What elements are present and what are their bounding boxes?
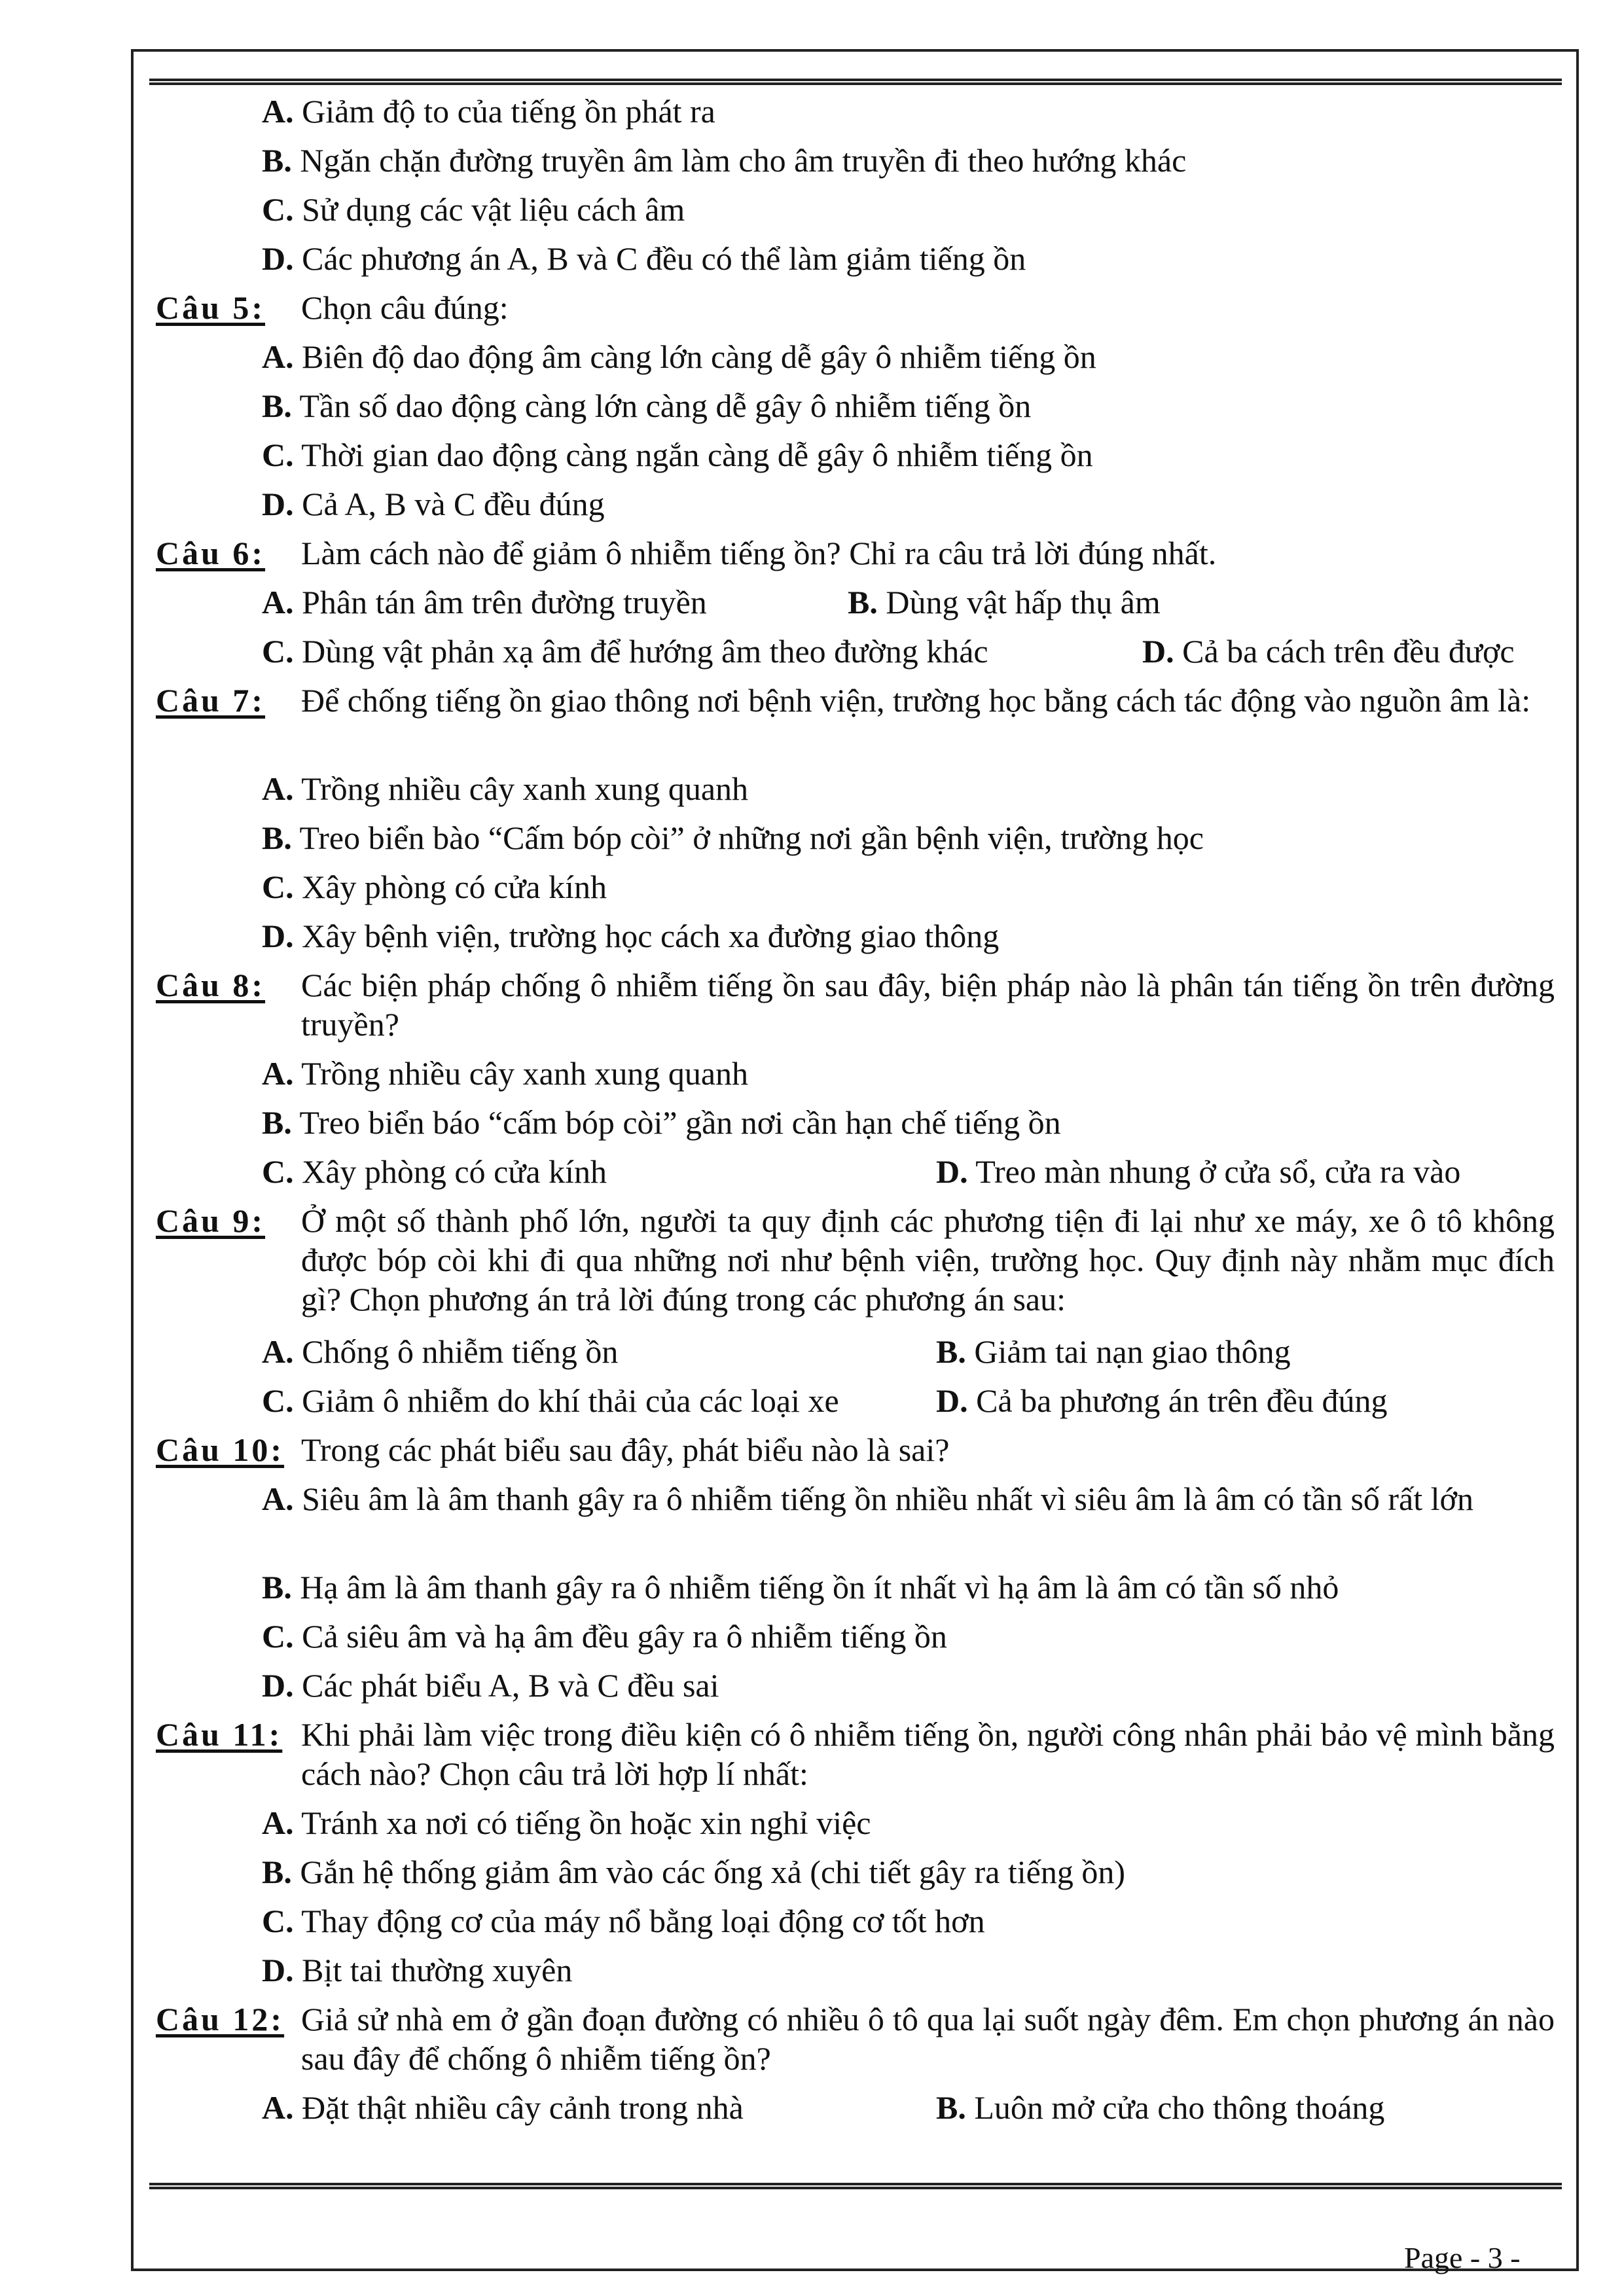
q7-option-d: D. Xây bệnh viện, trường học cách xa đường giao thông [262, 918, 1000, 954]
q4-option-a: A. Giảm độ to của tiếng ồn phát ra [262, 93, 715, 130]
q8-option-c: C. Xây phòng có cửa kính [262, 1153, 607, 1190]
q12-label: Câu 12: [156, 2001, 285, 2037]
q9-option-b: B. Giảm tai nạn giao thông [936, 1333, 1291, 1370]
q4-option-c: C. Sử dụng các vật liệu cách âm [262, 191, 685, 228]
q12-option-a: A. Đặt thật nhiều cây cảnh trong nhà [262, 2089, 744, 2126]
q11-option-d: D. Bịt tai thường xuyên [262, 1952, 573, 1988]
q9-text: Ở một số thành phố lớn, người ta quy định các phương tiện đi lại như xe máy, xe ô tô không được bóp còi khi đi qua những nơi như bệnh viện, trường học. Quy định này nhằm mục đích gì? Chọn phương án trả lời đúng trong các phương án sau: [301, 1202, 1555, 1318]
q6-option-b: B. Dùng vật hấp thụ âm [848, 584, 1161, 620]
q7-option-b: B. Treo biển bào “Cấm bóp còi” ở những nơi gần bệnh viện, trường học [262, 819, 1204, 856]
q9-label: Câu 9: [156, 1202, 266, 1239]
q10-option-b: B. Hạ âm là âm thanh gây ra ô nhiễm tiếng ồn ít nhất vì hạ âm là âm có tần số nhỏ [262, 1569, 1339, 1605]
q11-option-b: B. Gắn hệ thống giảm âm vào các ống xả (chi tiết gây ra tiếng ồn) [262, 1854, 1126, 1890]
q10-option-d: D. Các phát biểu A, B và C đều sai [262, 1667, 719, 1704]
q11-option-a: A. Tránh xa nơi có tiếng ồn hoặc xin nghỉ việc [262, 1804, 871, 1841]
q9-option-d: D. Cả ba phương án trên đều đúng [936, 1382, 1388, 1419]
q5-text: Chọn câu đúng: [301, 289, 509, 326]
q12-text: Giả sử nhà em ở gần đoạn đường có nhiều ô tô qua lại suốt ngày đêm. Em chọn phương án nào sau đây để chống ô nhiễm tiếng ồn? [301, 2001, 1555, 2077]
q6-option-a: A. Phân tán âm trên đường truyền [262, 584, 707, 620]
q8-option-b: B. Treo biển báo “cấm bóp còi” gần nơi cần hạn chế tiếng ồn [262, 1104, 1061, 1141]
q7-text: Để chống tiếng ồn giao thông nơi bệnh viện, trường học bằng cách tác động vào nguồn âm là: [301, 682, 1531, 719]
q5-option-b: B. Tần số dao động càng lớn càng dễ gây ô nhiễm tiếng ồn [262, 387, 1032, 424]
q10-text: Trong các phát biểu sau đây, phát biểu nào là sai? [301, 1431, 950, 1468]
q12-option-b: B. Luôn mở cửa cho thông thoáng [936, 2089, 1385, 2126]
q11-option-c: C. Thay động cơ của máy nổ bằng loại động cơ tốt hơn [262, 1903, 985, 1939]
q7-label: Câu 7: [156, 682, 266, 719]
q4-option-d: D. Các phương án A, B và C đều có thể làm giảm tiếng ồn [262, 240, 1026, 277]
q9-option-a: A. Chống ô nhiễm tiếng ồn [262, 1333, 619, 1370]
q7-option-c: C. Xây phòng có cửa kính [262, 869, 607, 905]
q10-option-a: A. Siêu âm là âm thanh gây ra ô nhiễm tiếng ồn nhiều nhất vì siêu âm là âm có tần số rất lớn [262, 1480, 1473, 1517]
q6-option-c: C. Dùng vật phản xạ âm để hướng âm theo đường khác [262, 633, 988, 670]
q6-option-d: D. Cả ba cách trên đều được [1142, 633, 1515, 670]
q11-label: Câu 11: [156, 1716, 283, 1753]
q8-label: Câu 8: [156, 967, 266, 1003]
q8-option-a: A. Trồng nhiều cây xanh xung quanh [262, 1055, 749, 1092]
q7-option-a: A. Trồng nhiều cây xanh xung quanh [262, 770, 749, 807]
q11-text: Khi phải làm việc trong điều kiện có ô nhiễm tiếng ồn, người công nhân phải bảo vệ mình bằng cách nào? Chọn câu trả lời hợp lí nhất: [301, 1716, 1555, 1792]
q4-option-b: B. Ngăn chặn đường truyền âm làm cho âm truyền đi theo hướng khác [262, 142, 1187, 179]
q10-option-c: C. Cả siêu âm và hạ âm đều gây ra ô nhiễm tiếng ồn [262, 1618, 947, 1655]
page-number: Page - 3 - [1404, 2241, 1521, 2274]
q8-option-d: D. Treo màn nhung ở cửa sổ, cửa ra vào [936, 1153, 1461, 1190]
q6-label: Câu 6: [156, 535, 266, 571]
footer-double-rule [149, 2183, 1562, 2189]
q5-label: Câu 5: [156, 289, 266, 326]
q10-label: Câu 10: [156, 1431, 285, 1468]
q6-text: Làm cách nào để giảm ô nhiễm tiếng ồn? Chỉ ra câu trả lời đúng nhất. [301, 535, 1217, 571]
q9-option-c: C. Giảm ô nhiễm do khí thải của các loại xe [262, 1382, 839, 1419]
q5-option-a: A. Biên độ dao động âm càng lớn càng dễ gây ô nhiễm tiếng ồn [262, 338, 1096, 375]
q5-option-d: D. Cả A, B và C đều đúng [262, 486, 605, 522]
header-double-rule [149, 79, 1562, 85]
q5-option-c: C. Thời gian dao động càng ngắn càng dễ gây ô nhiễm tiếng ồn [262, 437, 1093, 473]
q8-text: Các biện pháp chống ô nhiễm tiếng ồn sau đây, biện pháp nào là phân tán tiếng ồn trên đường truyền? [301, 967, 1555, 1043]
